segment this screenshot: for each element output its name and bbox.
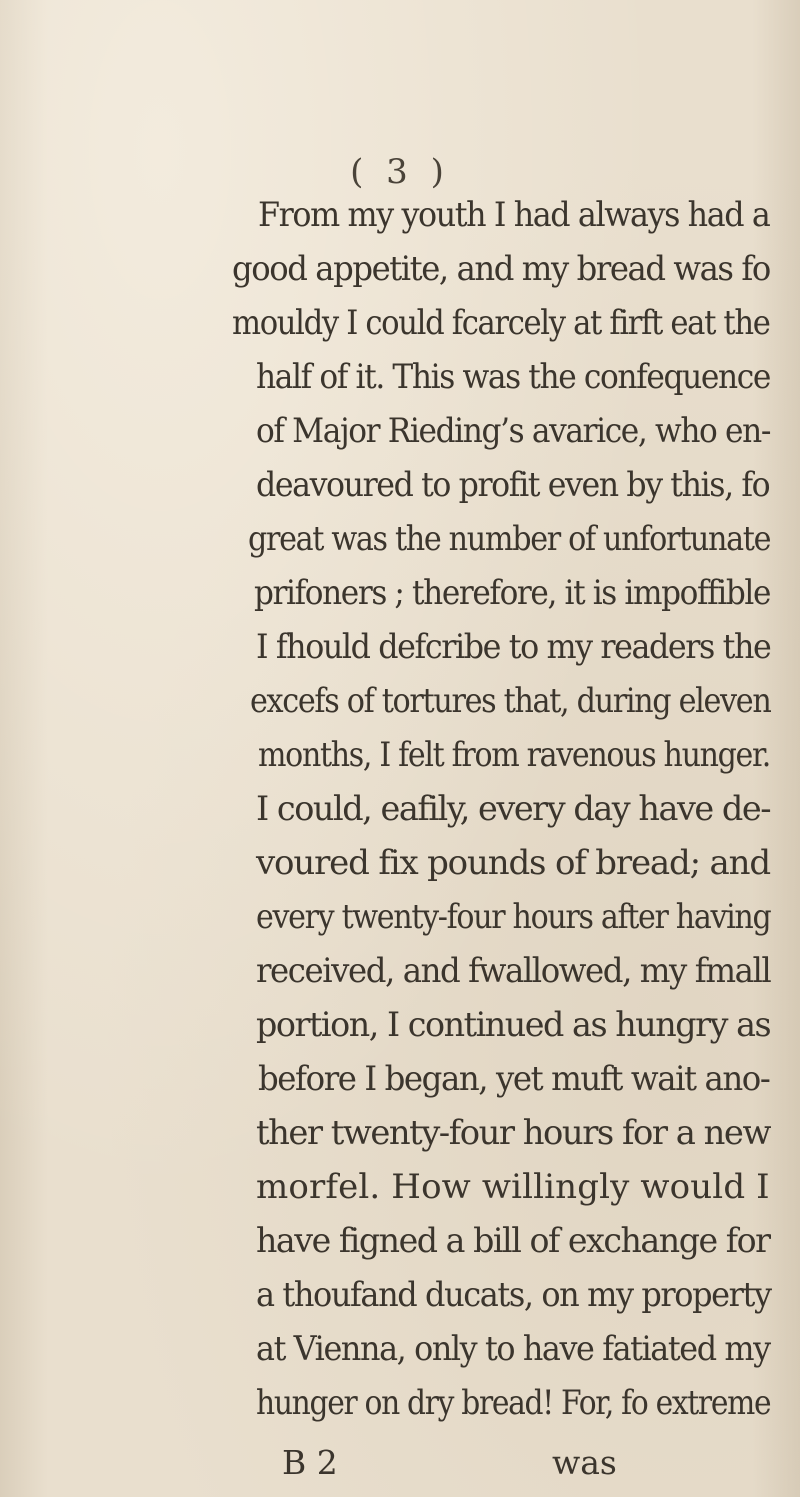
text-line: ther twenty-four hours for a new <box>256 1113 770 1153</box>
text-line: have figned a bill of exchange for <box>256 1221 770 1261</box>
text-line: months, I felt from ravenous hunger. <box>258 735 770 775</box>
text-line: excefs of tortures that, during eleven <box>250 681 771 721</box>
text-line: I could, eafily, every day have de- <box>256 789 771 829</box>
text-line: a thoufand ducats, on my property <box>256 1275 771 1315</box>
text-line: morfel. How willingly would I <box>256 1167 770 1207</box>
text-line: good appetite, and my bread was fo <box>232 249 770 289</box>
text-line: From my youth I had always had a <box>258 195 770 235</box>
text-line: hunger on dry bread! For, fo extreme <box>256 1383 771 1423</box>
signature-mark: B 2 <box>282 1443 338 1482</box>
text-line: deavoured to profit even by this, fo <box>256 465 770 505</box>
text-line: prifoners ; therefore, it is impoffible <box>254 573 771 613</box>
text-line: I fhould defcribe to my readers the <box>256 627 771 667</box>
text-line: portion, I continued as hungry as <box>256 1005 771 1045</box>
catchword: was <box>552 1443 617 1482</box>
text-line: half of it. This was the confequence <box>256 357 770 397</box>
text-line: voured fix pounds of bread; and <box>256 843 770 883</box>
page-number: ( 3 ) <box>350 152 450 192</box>
text-line: great was the number of unfortunate <box>248 519 771 559</box>
text-line: every twenty-four hours after having <box>256 897 771 937</box>
text-line: before I began, yet muft wait ano- <box>258 1059 770 1099</box>
text-line: at Vienna, only to have fatiated my <box>256 1329 770 1369</box>
text-line: of Major Rieding’s avarice, who en- <box>256 411 771 451</box>
text-line: received, and fwallowed, my fmall <box>256 951 771 991</box>
text-line: mouldy I could fcarcely at firft eat the <box>232 303 770 343</box>
